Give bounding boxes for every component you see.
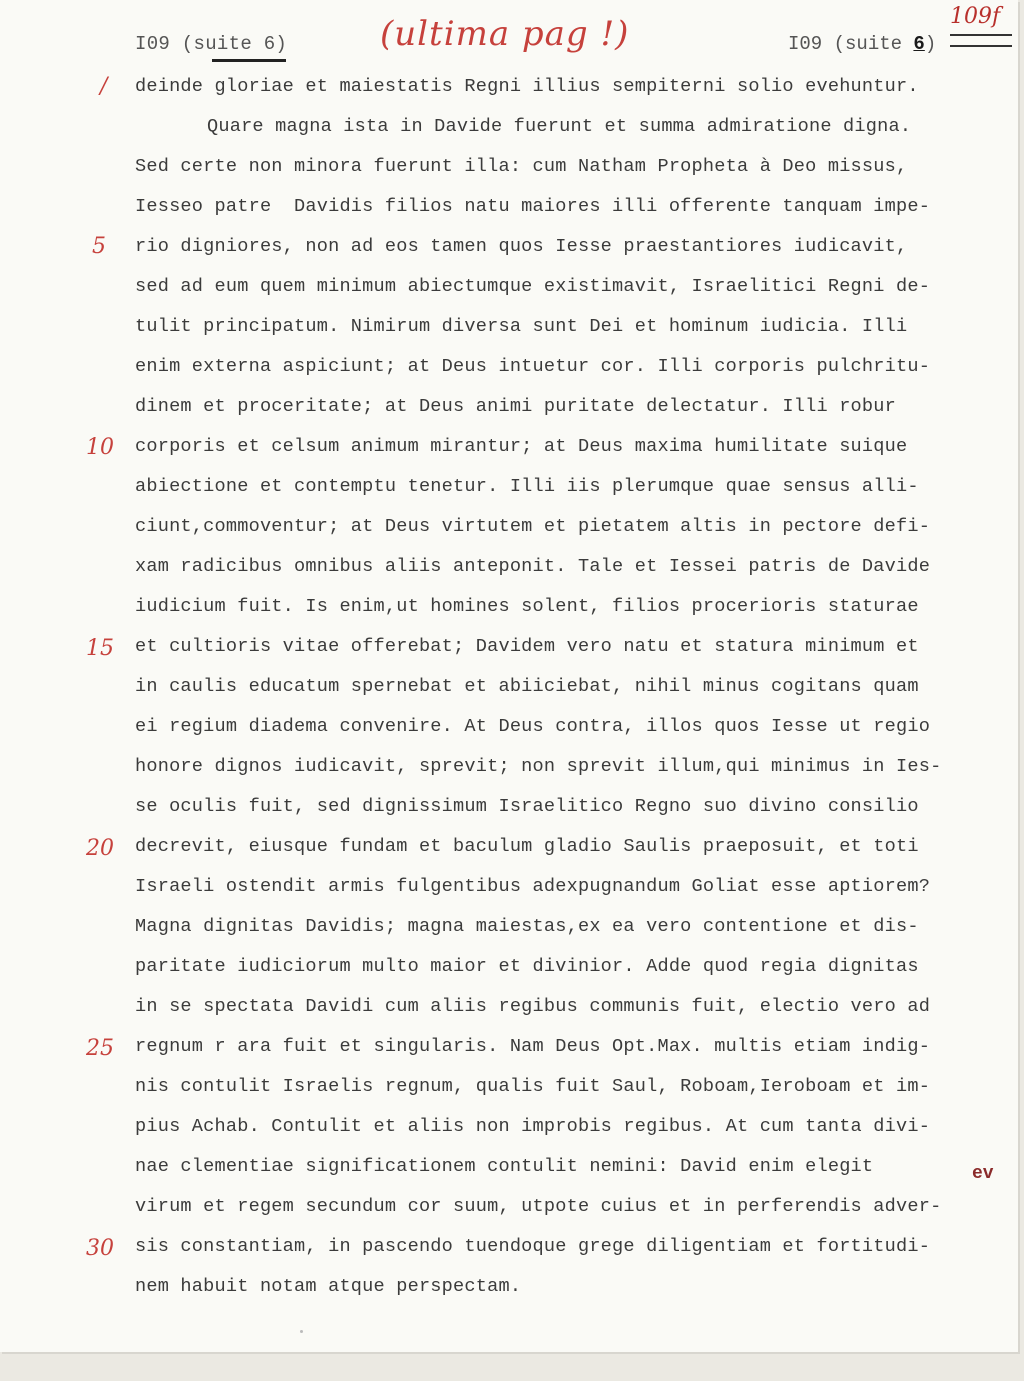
text-line-1: deinde gloriae et maiestatis Regni illius sempiterni solio evehuntur. — [135, 76, 919, 97]
margin-marker-10: 10 — [86, 435, 114, 460]
text-line-18: honore dignos iudicavit, sprevit; non sprevit illum,qui minimus in Ies- — [135, 756, 942, 777]
text-line-21: Israeli ostendit armis fulgentibus adexpugnandum Goliat esse aptiorem? — [135, 876, 931, 897]
text-line-29: virum et regem secundum cor suum, utpote cuius et in perferendis adver- — [135, 1196, 942, 1217]
text-line-25: regnum r ara fuit et singularis. Nam Deus Opt.Max. multis etiam indig- — [135, 1036, 931, 1057]
margin-marker-25: 25 — [86, 1036, 114, 1061]
folio-number: 109f — [950, 4, 1001, 29]
text-line-24: in se spectata Davidi cum aliis regibus communis fuit, electio vero ad — [135, 996, 931, 1017]
text-line-11: abiectione et contemptu tenetur. Illi iis plerumque quae sensus alli- — [135, 476, 919, 497]
margin-marker-20: 20 — [86, 836, 114, 861]
text-line-3: Sed certe non minora fuerunt illa: cum Natham Propheta à Deo missus, — [135, 156, 908, 177]
paper-speck — [300, 1330, 303, 1333]
margin-marker-1: / — [100, 74, 108, 99]
text-line-2: Quare magna ista in Davide fuerunt et summa admiratione digna. — [207, 116, 912, 137]
folio-double-underline — [950, 34, 1012, 47]
margin-marker-5: 5 — [92, 234, 106, 259]
text-line-22: Magna dignitas Davidis; magna maiestas,ex ea vero contentione et dis- — [135, 916, 919, 937]
text-line-15: et cultioris vitae offerebat; Davidem vero natu et statura minimum et — [135, 636, 919, 657]
text-line-28: nae clementiae significationem contulit nemini: David enim elegit — [135, 1156, 874, 1177]
text-line-12: ciunt,commoventur; at Deus virtutem et pietatem altis in pectore defi- — [135, 516, 931, 537]
header-right-prefix: I09 (suite — [788, 33, 914, 55]
text-line-17: ei regium diadema convenire. At Deus contra, illos quos Iesse ut regio — [135, 716, 931, 737]
text-line-10: corporis et celsum animum mirantur; at Deus maxima humilitate suique — [135, 436, 908, 457]
header-underline — [212, 59, 286, 62]
handwritten-note: (ultima pag !) — [380, 14, 630, 54]
text-line-13: xam radicibus omnibus aliis anteponit. Tale et Iessei patris de Davide — [135, 556, 931, 577]
text-line-31: nem habuit notam atque perspectam. — [135, 1276, 522, 1297]
margin-marker-15: 15 — [86, 636, 114, 661]
text-line-4: Iesseo patre Davidis filios natu maiores illi offerente tanquam impe- — [135, 196, 931, 217]
text-line-8: enim externa aspiciunt; at Deus intuetur cor. Illi corporis pulchritu- — [135, 356, 931, 377]
header-right-number: 6 — [913, 33, 925, 55]
page-header-left: I09 (suite 6) — [135, 33, 288, 55]
text-line-14: iudicium fuit. Is enim,ut homines solent, filios procerioris staturae — [135, 596, 919, 617]
text-line-16: in caulis educatum spernebat et abiiciebat, nihil minus cogitans quam — [135, 676, 919, 697]
text-line-5: rio digniores, non ad eos tamen quos Iesse praestantiores iudicavit, — [135, 236, 908, 257]
header-right-suffix: ) — [924, 33, 937, 55]
text-line-30: sis constantiam, in pascendo tuendoque grege diligentiam et fortitudi- — [135, 1236, 931, 1257]
page-header-right — [788, 33, 936, 55]
text-line-27: pius Achab. Contulit et aliis non improbis regibus. At cum tanta divi- — [135, 1116, 931, 1137]
text-line-7: tulit principatum. Nimirum diversa sunt Dei et hominum iudicia. Illi — [135, 316, 908, 337]
text-line-26: nis contulit Israelis regnum, qualis fuit Saul, Roboam,Ieroboam et im- — [135, 1076, 931, 1097]
struck-out-mark: ev — [972, 1164, 994, 1184]
text-line-19: se oculis fuit, sed dignissimum Israelitico Regno suo divino consilio — [135, 796, 919, 817]
text-line-20: decrevit, eiusque fundam et baculum gladio Saulis praeposuit, et toti — [135, 836, 919, 857]
text-line-9: dinem et proceritate; at Deus animi puritate delectatur. Illi robur — [135, 396, 896, 417]
margin-marker-30: 30 — [86, 1236, 114, 1261]
text-line-23: paritate iudiciorum multo maior et divinior. Adde quod regia dignitas — [135, 956, 919, 977]
text-line-6: sed ad eum quem minimum abiectumque existimavit, Israelitici Regni de- — [135, 276, 931, 297]
